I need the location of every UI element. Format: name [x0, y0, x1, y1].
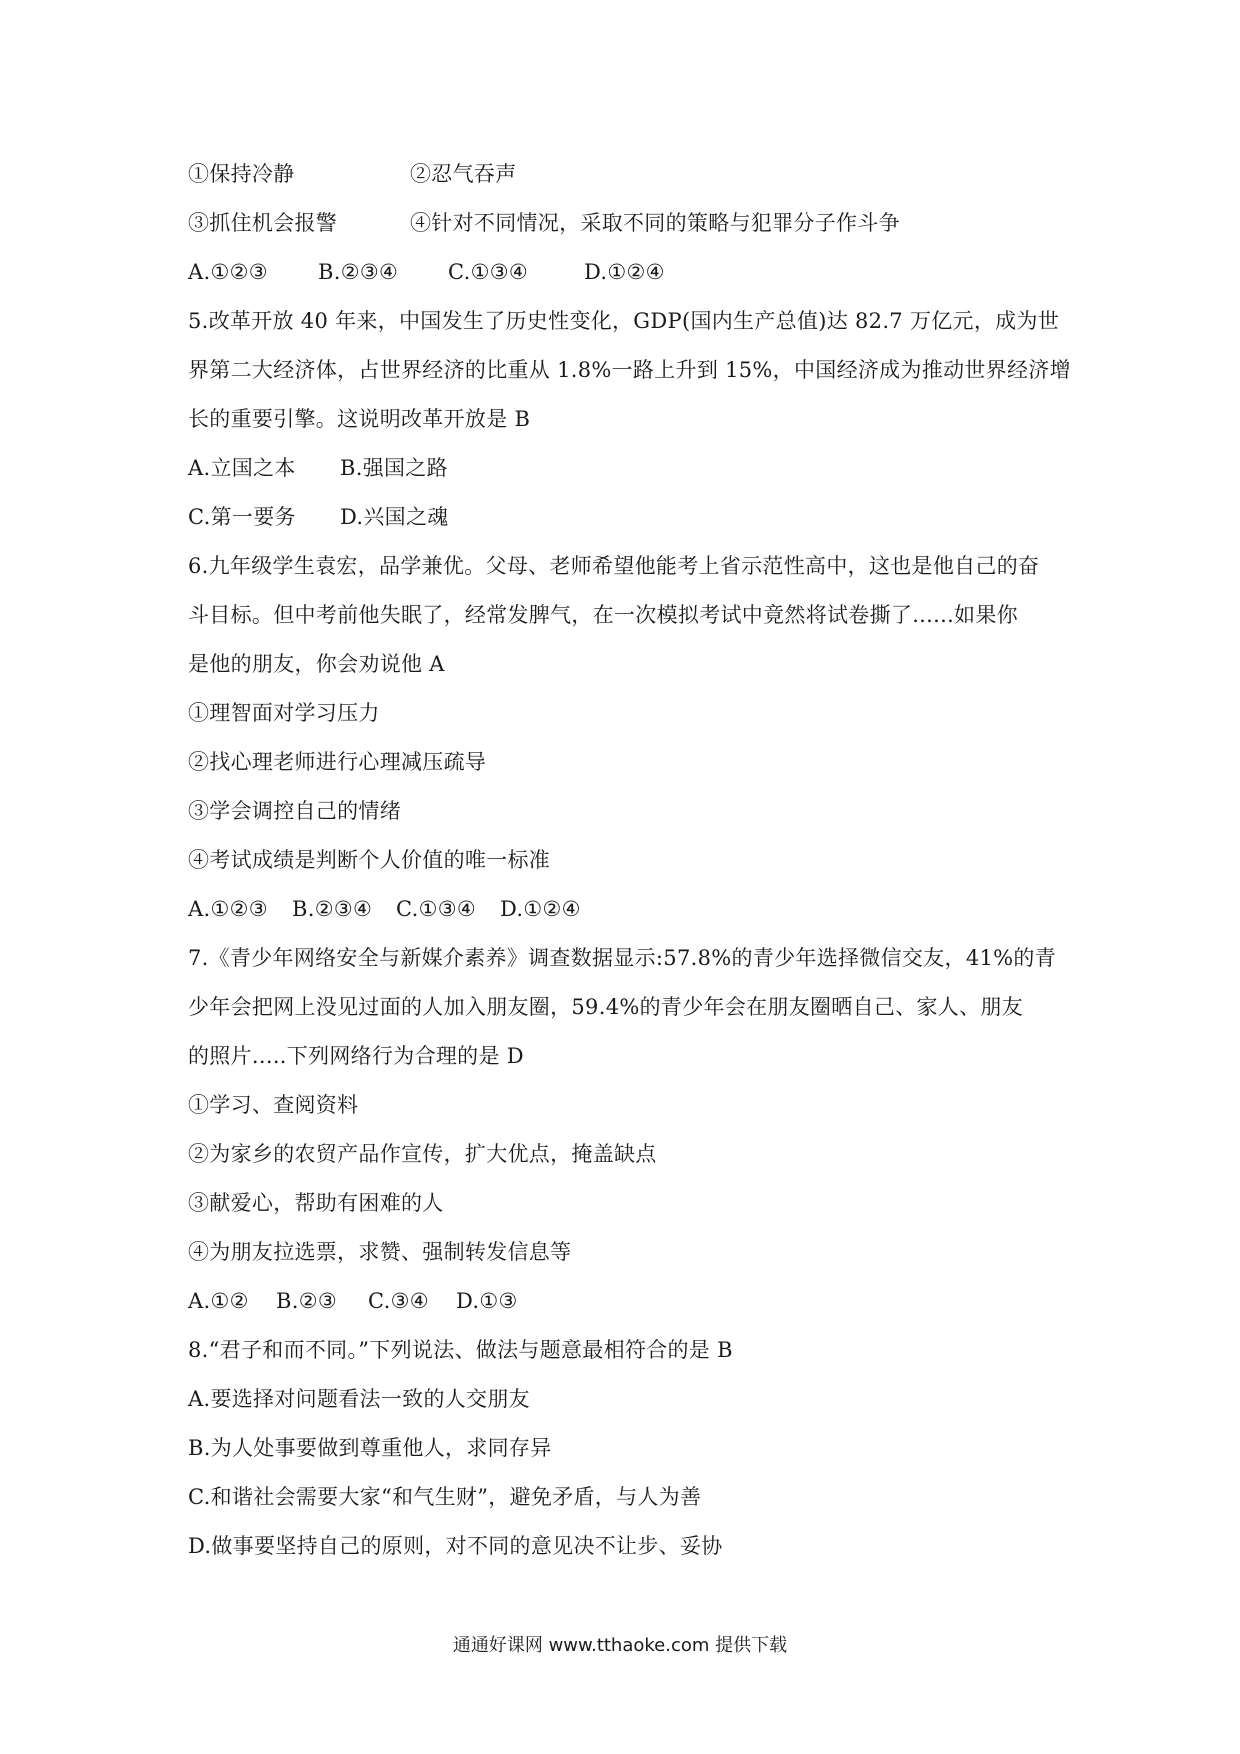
q8-stem: 8.“君子和而不同。”下列说法、做法与题意最相符合的是 B [188, 1338, 733, 1362]
q4-option-3: ③抓住机会报警 [188, 211, 338, 235]
q4-option-row-2 [188, 209, 900, 237]
q7-stem-line-3: 的照片.....下列网络行为合理的是 D [188, 1044, 524, 1068]
q8-choice-b: B.为人处事要做到尊重他人，求同存异 [188, 1436, 552, 1460]
q8-choice-d: D.做事要坚持自己的原则，对不同的意见决不让步、妥协 [188, 1534, 723, 1558]
q7-item-1: ①学习、查阅资料 [188, 1093, 359, 1117]
q8-choice-a: A.要选择对问题看法一致的人交朋友 [188, 1387, 530, 1411]
q4-option-4: ④针对不同情况，采取不同的策略与犯罪分子作斗争 [410, 211, 900, 235]
q4-choice-c: C.①③④ [448, 260, 528, 284]
q4-choice-a: A.①②③ [188, 260, 268, 284]
q6-item-3: ③学会调控自己的情绪 [188, 799, 401, 823]
q5-choices-row-1 [188, 454, 448, 482]
q7-choice-b: B.②③ [276, 1289, 337, 1313]
q4-choice-d: D.①②④ [584, 260, 665, 284]
q7-stem-line-1: 7.《青少年网络安全与新媒介素养》调查数据显示:57.8%的青少年选择微信交友，41%的青 [188, 946, 1056, 970]
q6-stem-line-1: 6.九年级学生袁宏，品学兼优。父母、老师希望他能考上省示范性高中，这也是他自己的奋 [188, 554, 1040, 578]
q5-choice-d: D.兴国之魂 [340, 505, 449, 529]
q4-choices [188, 258, 665, 286]
q7-item-3: ③献爱心，帮助有困难的人 [188, 1191, 444, 1215]
q5-stem-line-2: 界第二大经济体，占世界经济的比重从 1.8%一路上升到 15%，中国经济成为推动世界经济增 [188, 358, 1071, 382]
q6-choice-d: D.①②④ [500, 897, 581, 921]
q4-option-1: ①保持冷静 [188, 162, 295, 186]
q4-option-row-1 [188, 160, 517, 188]
q5-choice-a: A.立国之本 [188, 456, 296, 480]
q7-choice-a: A.①② [188, 1289, 249, 1313]
q4-option-2: ②忍气吞声 [410, 162, 517, 186]
q6-item-1: ①理智面对学习压力 [188, 701, 380, 725]
q6-choice-c: C.①③④ [396, 897, 476, 921]
page-footer: 通通好课网 www.tthaoke.com 提供下载 [452, 1635, 788, 1656]
q6-choice-a: A.①②③ [188, 897, 268, 921]
q7-choice-c: C.③④ [368, 1289, 429, 1313]
q5-choice-c: C.第一要务 [188, 505, 296, 529]
q8-choice-c: C.和谐社会需要大家“和气生财”，避免矛盾，与人为善 [188, 1485, 702, 1509]
q7-choice-d: D.①③ [456, 1289, 518, 1313]
q5-stem-line-3: 长的重要引擎。这说明改革开放是 B [188, 407, 531, 431]
q6-stem-line-3: 是他的朋友，你会劝说他 A [188, 652, 445, 676]
q5-stem-line-1: 5.改革开放 40 年来，中国发生了历史性变化，GDP(国内生产总值)达 82.7 万亿元，成为世 [188, 309, 1060, 333]
q6-choices [188, 895, 581, 923]
q6-item-4: ④考试成绩是判断个人价值的唯一标准 [188, 848, 551, 872]
q7-item-2: ②为家乡的农贸产品作宣传，扩大优点，掩盖缺点 [188, 1142, 657, 1166]
q5-choices-row-2 [188, 503, 449, 531]
q7-item-4: ④为朋友拉选票，求赞、强制转发信息等 [188, 1240, 572, 1264]
q4-choice-b: B.②③④ [318, 260, 399, 284]
q6-choice-b: B.②③④ [292, 897, 373, 921]
q7-choices [188, 1287, 518, 1315]
q6-stem-line-2: 斗目标。但中考前他失眠了，经常发脾气，在一次模拟考试中竟然将试卷撕了......如果你 [188, 603, 1018, 627]
q5-choice-b: B.强国之路 [340, 456, 448, 480]
q6-item-2: ②找心理老师进行心理减压疏导 [188, 750, 487, 774]
q7-stem-line-2: 少年会把网上没见过面的人加入朋友圈，59.4%的青少年会在朋友圈晒自己、家人、朋友 [188, 995, 1024, 1019]
